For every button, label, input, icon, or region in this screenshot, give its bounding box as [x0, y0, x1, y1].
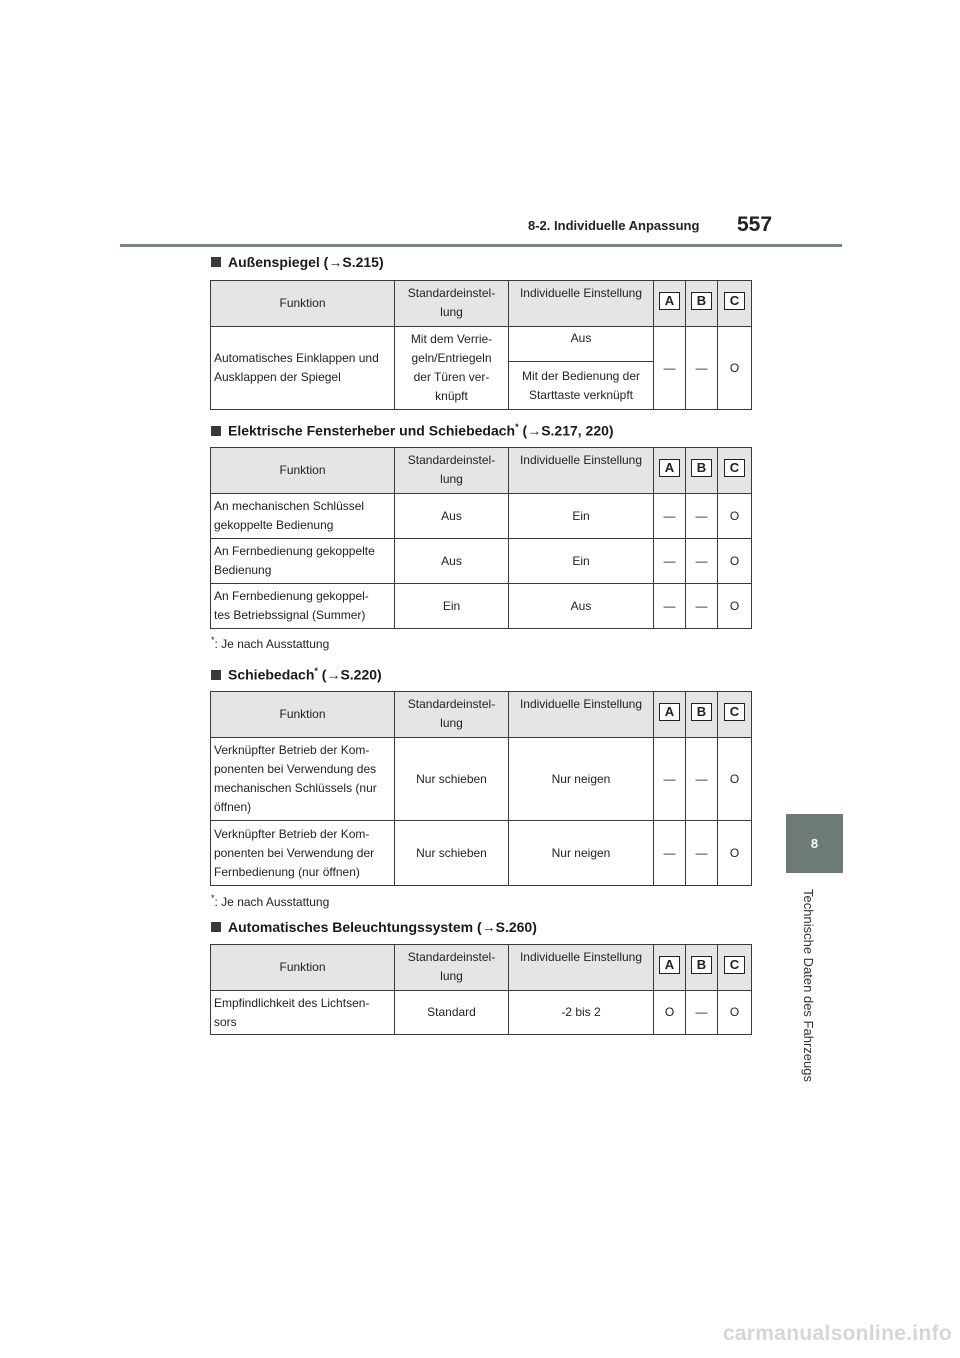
table-row	[211, 539, 752, 584]
cell-default: Mit dem Verrie- geln/Entriegeln der Türen ver- knüpft	[395, 327, 509, 410]
bullet-square-icon	[211, 426, 221, 436]
arrow-icon: →	[328, 254, 343, 270]
header-function: Funktion	[211, 281, 395, 327]
arrow-icon: →	[326, 666, 341, 683]
cell-default: Standard	[395, 991, 509, 1035]
header-c	[718, 692, 752, 738]
header-function: Funktion	[211, 448, 395, 494]
cell-c: O	[718, 991, 752, 1035]
footnote: *: Je nach Ausstattung	[211, 635, 330, 651]
heading-fensterheber: Elektrische Fensterheber und Schiebedach* (→S.217, 220)	[211, 422, 614, 439]
cell-default: Aus	[395, 539, 509, 584]
cell-custom-option: Mit der Bedienung der Starttaste verknüpft	[509, 362, 654, 410]
cell-c: O	[718, 821, 752, 886]
header-a	[654, 448, 686, 494]
letter-b-icon: B	[691, 703, 712, 721]
cell-c: O	[718, 539, 752, 584]
chapter-number: 8	[810, 836, 819, 851]
cell-custom: -2 bis 2	[509, 991, 654, 1035]
arrow-icon: →	[481, 919, 496, 935]
header-a	[654, 692, 686, 738]
table-row	[211, 327, 752, 362]
letter-b-icon: B	[691, 292, 712, 310]
cell-a: —	[654, 738, 686, 821]
cell-b: —	[686, 539, 718, 584]
table-row	[211, 584, 752, 629]
bullet-square-icon	[211, 670, 221, 680]
table-header-row	[211, 281, 752, 327]
table-schiebedach	[210, 691, 752, 886]
cell-default: Nur schieben	[395, 821, 509, 886]
cell-custom: Ein	[509, 494, 654, 539]
letter-b-icon: B	[691, 956, 712, 974]
arrow-icon: →	[527, 422, 542, 439]
cell-c: O	[718, 494, 752, 539]
chapter-side-label: Technische Daten des Fahrzeugs	[800, 889, 816, 1082]
heading-schiebedach: Schiebedach* (→S.220)	[211, 666, 382, 683]
letter-a-icon: A	[659, 292, 680, 310]
cell-c: O	[718, 738, 752, 821]
table-row	[211, 494, 752, 539]
table-row	[211, 991, 752, 1035]
letter-c-icon: C	[724, 459, 745, 477]
section-title: 8-2. Individuelle Anpassung	[528, 218, 700, 233]
cell-b: —	[686, 327, 718, 410]
header-b	[686, 281, 718, 327]
cell-b: —	[686, 991, 718, 1035]
header-b	[686, 945, 718, 991]
cell-c: O	[718, 327, 752, 410]
header-c	[718, 945, 752, 991]
header-custom: Individuelle Einstellung	[509, 281, 654, 327]
watermark: carmanualsonline.info	[722, 1322, 952, 1345]
header-c	[718, 448, 752, 494]
header-rule	[120, 244, 842, 247]
page-number: 557	[737, 213, 773, 236]
cell-function: An Fernbedienung gekoppel- tes Betriebssignal (Summer)	[211, 584, 395, 629]
heading-beleuchtung: Automatisches Beleuchtungssystem (→S.260)	[211, 919, 537, 935]
table-row	[211, 821, 752, 886]
cell-a: —	[654, 584, 686, 629]
cell-function: Verknüpfter Betrieb der Kom- ponenten bei Verwendung der Fernbedienung (nur öffnen)	[211, 821, 395, 886]
cell-b: —	[686, 494, 718, 539]
table-header-row	[211, 945, 752, 991]
cell-custom: Aus	[509, 584, 654, 629]
header-default: Standardeinstel- lung	[395, 281, 509, 327]
cell-function: An Fernbedienung gekoppelte Bedienung	[211, 539, 395, 584]
heading-aussenspiegel: Außenspiegel (→S.215)	[211, 254, 384, 270]
table-aussenspiegel	[210, 280, 752, 410]
letter-a-icon: A	[659, 459, 680, 477]
header-c	[718, 281, 752, 327]
cell-function: Automatisches Einklappen und Ausklappen der Spiegel	[211, 327, 395, 410]
cell-custom: Nur neigen	[509, 738, 654, 821]
cell-default: Ein	[395, 584, 509, 629]
letter-c-icon: C	[724, 292, 745, 310]
table-beleuchtung	[210, 944, 752, 1035]
bullet-square-icon	[211, 922, 221, 932]
header-custom: Individuelle Einstellung	[509, 448, 654, 494]
cell-custom: Ein	[509, 539, 654, 584]
table-header-row	[211, 448, 752, 494]
cell-a: —	[654, 539, 686, 584]
bullet-square-icon	[211, 257, 221, 267]
header-function: Funktion	[211, 945, 395, 991]
cell-function: Verknüpfter Betrieb der Kom- ponenten bei Verwendung des mechanischen Schlüssels (nur öffnen)	[211, 738, 395, 821]
cell-c: O	[718, 584, 752, 629]
header-function: Funktion	[211, 692, 395, 738]
header-default: Standardeinstel- lung	[395, 448, 509, 494]
cell-b: —	[686, 821, 718, 886]
cell-a: O	[654, 991, 686, 1035]
letter-a-icon: A	[659, 703, 680, 721]
cell-b: —	[686, 584, 718, 629]
footnote: *: Je nach Ausstattung	[211, 893, 330, 909]
cell-default: Aus	[395, 494, 509, 539]
header-b	[686, 692, 718, 738]
letter-c-icon: C	[724, 703, 745, 721]
cell-a: —	[654, 327, 686, 410]
header-custom: Individuelle Einstellung	[509, 692, 654, 738]
cell-a: —	[654, 494, 686, 539]
letter-b-icon: B	[691, 459, 712, 477]
table-header-row	[211, 692, 752, 738]
cell-custom: Nur neigen	[509, 821, 654, 886]
header-a	[654, 281, 686, 327]
letter-c-icon: C	[724, 956, 745, 974]
cell-a: —	[654, 821, 686, 886]
header-default: Standardeinstel- lung	[395, 945, 509, 991]
header-b	[686, 448, 718, 494]
header-a	[654, 945, 686, 991]
header-custom: Individuelle Einstellung	[509, 945, 654, 991]
header-default: Standardeinstel- lung	[395, 692, 509, 738]
table-fensterheber	[210, 447, 752, 629]
table-row	[211, 738, 752, 821]
cell-b: —	[686, 738, 718, 821]
letter-a-icon: A	[659, 956, 680, 974]
cell-function: Empfindlichkeit des Lichtsen- sors	[211, 991, 395, 1035]
cell-default: Nur schieben	[395, 738, 509, 821]
cell-custom-option: Aus	[509, 327, 654, 362]
cell-function: An mechanischen Schlüssel gekoppelte Bedienung	[211, 494, 395, 539]
chapter-tab	[786, 814, 843, 873]
